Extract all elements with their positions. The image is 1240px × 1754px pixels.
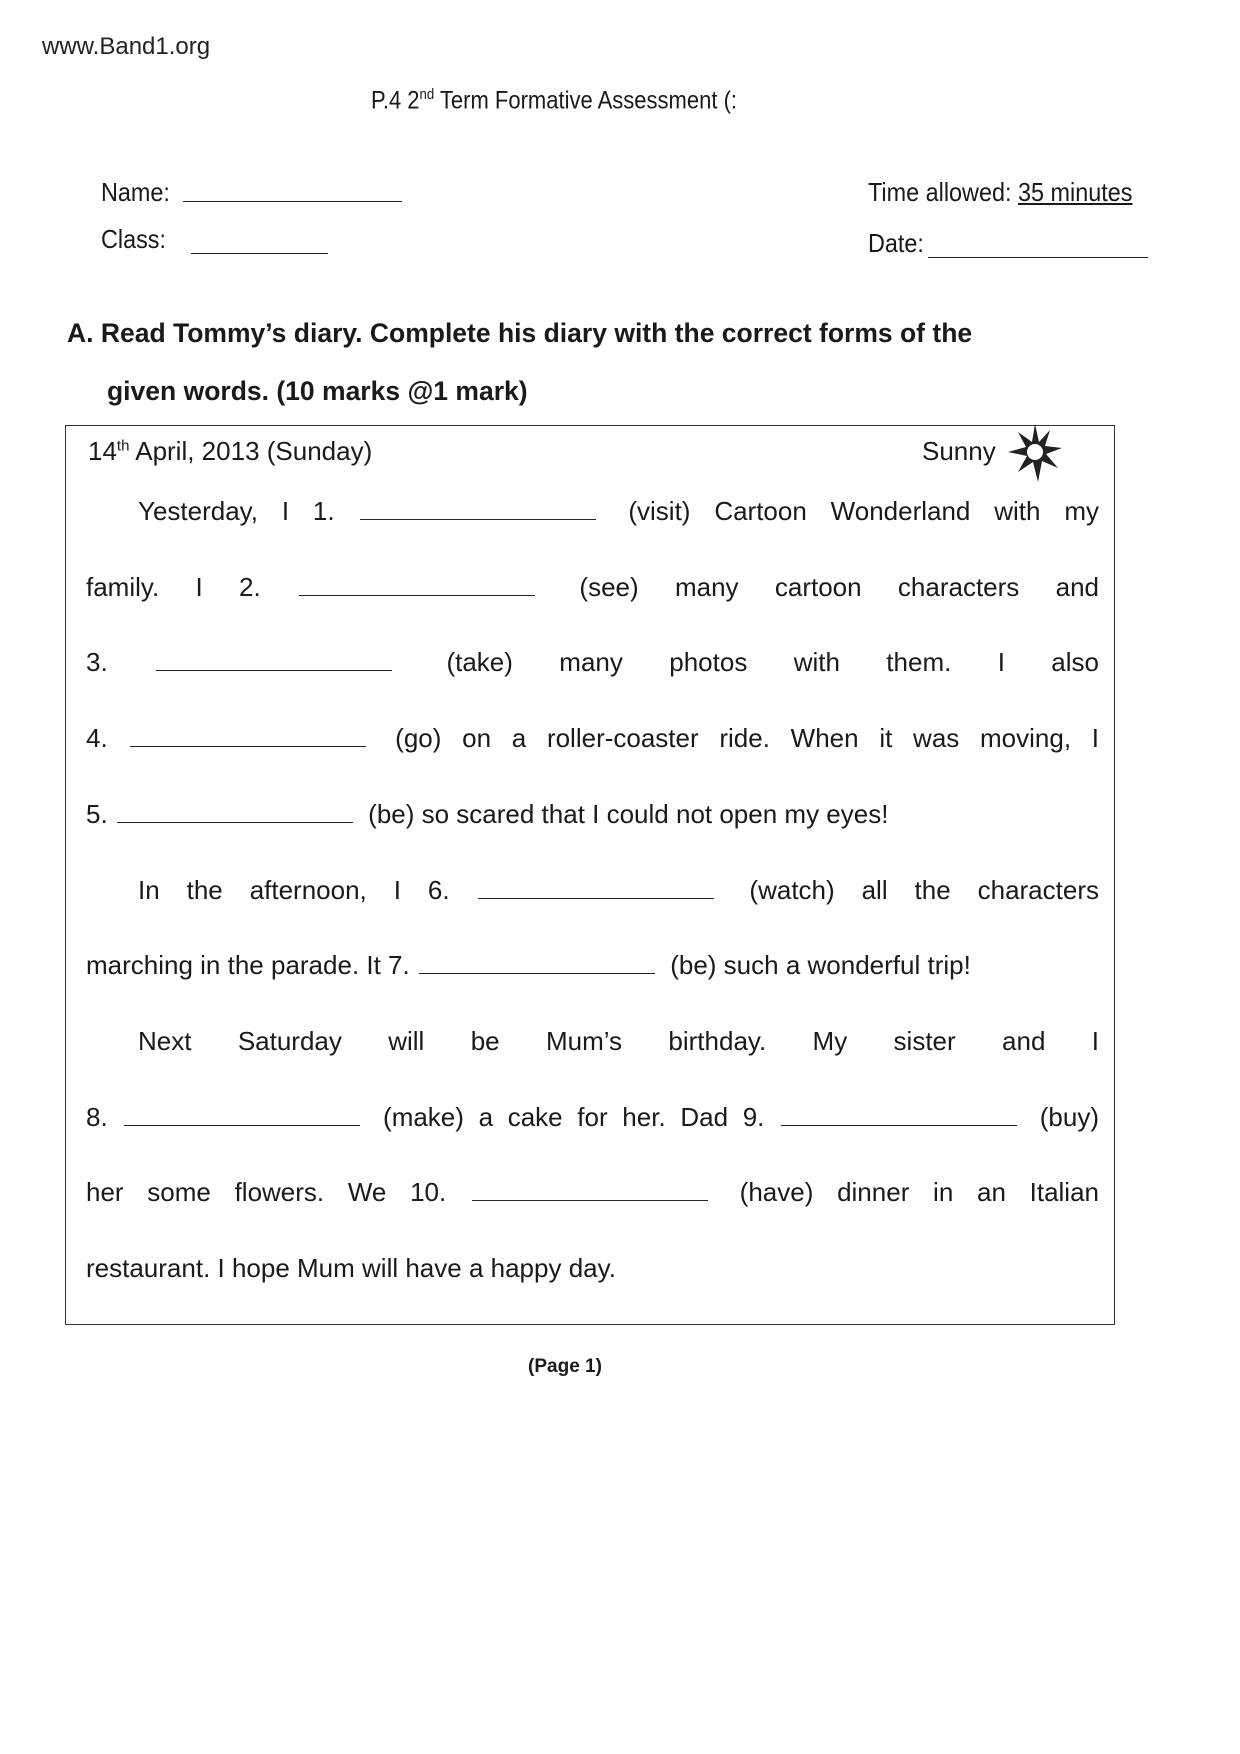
diary-text-segment: (be) such a wonderful trip! (670, 950, 971, 981)
time-allowed (868, 177, 1132, 208)
diary-line (86, 950, 1099, 980)
class-field[interactable] (191, 253, 328, 254)
diary-text-segment: (buy) (1039, 1101, 1099, 1132)
diary-line (86, 799, 1099, 829)
diary-text-segment: In the afternoon, I 6. (138, 874, 450, 905)
diary-line (86, 723, 1099, 753)
answer-blank[interactable] (124, 1103, 360, 1126)
diary-line (86, 572, 1099, 602)
sun-icon (1008, 424, 1062, 482)
diary-line (86, 647, 1099, 677)
title-rest: Term Formative Assessment (: (434, 86, 738, 115)
answer-blank[interactable] (472, 1178, 708, 1201)
diary-line (86, 1177, 1099, 1207)
time-label: Time allowed: (868, 177, 1018, 207)
section-heading-line2: given words. (10 marks @1 mark) (107, 376, 528, 406)
date-sup: th (116, 437, 130, 455)
diary-text-segment: (have) dinner in an Italian (739, 1177, 1099, 1208)
diary-text-segment: family. I 2. (86, 571, 261, 602)
date-label: Date: (868, 228, 924, 258)
title-sup: nd (419, 86, 435, 103)
diary-text-segment: marching in the parade. It 7. (86, 950, 410, 981)
answer-blank[interactable] (419, 951, 655, 974)
diary-text-segment: (be) so scared that I could not open my eyes! (368, 798, 889, 829)
diary-text-segment: 8. (86, 1101, 108, 1132)
answer-blank[interactable] (360, 497, 596, 520)
diary-text-segment: Next Saturday will be Mum’s birthday. My sister and I (138, 1025, 1099, 1056)
name-field[interactable] (183, 201, 402, 202)
answer-blank[interactable] (117, 800, 353, 823)
diary-text-segment: (see) many cartoon characters and (579, 571, 1099, 602)
diary-text-segment: 3. (86, 647, 108, 678)
diary-text-segment: 5. (86, 798, 108, 829)
diary-text-segment: 4. (86, 723, 108, 754)
answer-blank[interactable] (478, 876, 714, 899)
diary-text-segment: (go) on a roller-coaster ride. When it was moving, I (395, 723, 1099, 754)
date-field[interactable] (928, 257, 1148, 258)
time-value: 35 minutes (1017, 177, 1133, 207)
date-day: 14 (88, 436, 117, 466)
section-heading-line1: A. Read Tommy’s diary. Complete his diary with the correct forms of the (67, 318, 973, 348)
diary-text-segment: restaurant. I hope Mum will have a happy day. (86, 1253, 616, 1283)
page-title (371, 86, 737, 115)
name-label: Name: (101, 177, 170, 207)
answer-blank[interactable] (781, 1103, 1017, 1126)
diary-text-segment: (watch) all the characters (749, 874, 1099, 905)
answer-blank[interactable] (156, 648, 392, 671)
answer-blank[interactable] (299, 573, 535, 596)
diary-line (86, 1253, 1099, 1283)
title-prefix: P.4 2 (371, 86, 420, 115)
date-rest: April, 2013 (Sunday) (129, 436, 373, 466)
answer-blank[interactable] (130, 724, 366, 747)
diary-text-segment: (take) many photos with them. I also (446, 647, 1100, 678)
weather-label: Sunny (922, 436, 996, 466)
page-number: (Page 1) (528, 1356, 602, 1377)
diary-line (138, 875, 1099, 905)
diary-text-segment: Yesterday, I 1. (138, 496, 335, 526)
class-label: Class: (101, 224, 167, 254)
diary-text-segment: (make) a cake for her. Dad 9. (383, 1101, 765, 1132)
diary-date (88, 436, 372, 467)
diary-text-segment: (visit) Cartoon Wonderland with my (628, 496, 1100, 526)
diary-line (86, 1102, 1099, 1132)
diary-text-segment: her some flowers. We 10. (86, 1177, 447, 1208)
diary-line (138, 496, 1099, 526)
diary-line (138, 1026, 1099, 1056)
site-watermark: www.Band1.org (42, 33, 211, 60)
